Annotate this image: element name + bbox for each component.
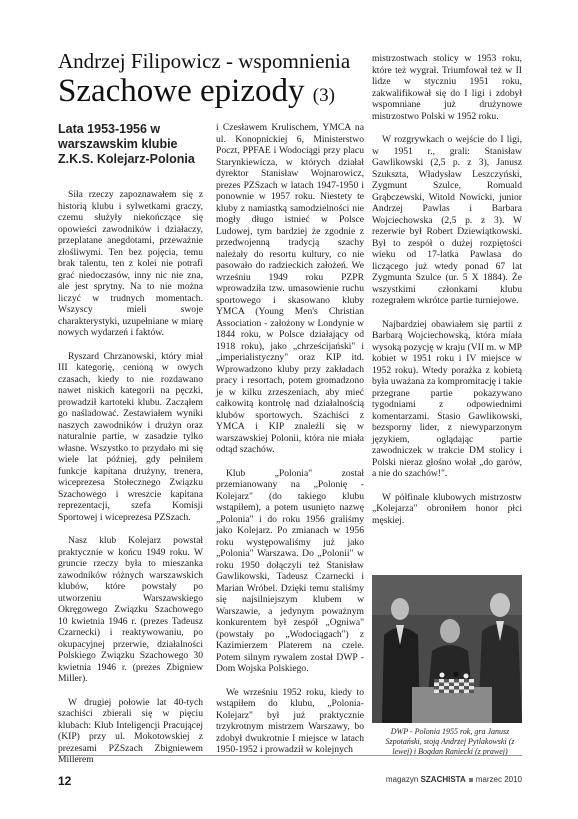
photo-illustration bbox=[372, 575, 522, 723]
column-1 bbox=[58, 122, 203, 778]
article-subtitle: Andrzej Filipowicz - wspomnienia bbox=[58, 49, 351, 73]
archival-photo bbox=[372, 575, 522, 723]
paragraph: We wrześniu 1952 roku, kiedy to wstąpiłem do klubu, „Polonia-Kolejarz" był już praktycznie trzykrotnym mistrzem Warszawy, bo zdobył dwukrotnie I miejsce w latach 1950-1952 i prowadził w kolejnych bbox=[216, 686, 364, 755]
paragraph: Nasz klub Kolejarz powstał praktycznie w końcu 1949 roku. W gruncie rzeczy była to mieszanka zawodników różnych warszawskich klubów, które powstały po utworzeniu Warszawskiego Okręgowego Związku Szachowego 10 kwietnia 1946 r. (prezes Tadeusz Czarnecki) i reaktywowaniu, po okupacyjnej przerwie, działalności Polskiego Związku Szachowego 30 kwietnia 1946 r. (prezes Zbigniew Miller). bbox=[58, 535, 203, 684]
paragraph: mistrzostwach stolicy w 1953 roku, które też wygrał. Triumfował też w II lidze w styczniu 1951 roku, zakwalifikował się do I ligi i zdobył wspomniane już drużynowe mistrzostwo Polski w 1952 roku. bbox=[372, 53, 522, 122]
chessboard-graphic bbox=[434, 672, 474, 694]
paragraph: Siła rzeczy zapoznawałem się z historią klubu i sylwetkami graczy, czemu służyły niekończące się opowieści zawodników i działaczy, przeplatane anegdotami, przeważnie złośliwymi. Ten bez pojęcia, temu brak talentu, ten z kolei nie potrafi grać niedoczasów, inny nic nie zna, ale jest sprytny. Na to nie można liczyć w trudnych momentach. Wszyscy mieli swoje charakterystyki, uzupełniane w miarę nowych wydarzeń i faktów. bbox=[58, 189, 203, 338]
article-title-text: Szachowe epizody bbox=[58, 73, 305, 109]
column-3 bbox=[372, 53, 522, 538]
footer-divider bbox=[58, 755, 522, 756]
magazine-prefix: magazyn bbox=[385, 775, 419, 784]
photo-caption: DWP - Polonia 1955 rok, gra Janusz Szpotański, stoją Andrzej Pytlakowski (z lewej) i Bogdan Raniecki (z prawej) bbox=[385, 727, 515, 756]
issue-date: marzec 2010 bbox=[475, 775, 522, 784]
magazine-name: SZACHISTA bbox=[420, 775, 466, 784]
paragraph: Najbardziej obawiałem się partii z Barbarą Wojciechowską, która miała wysoką pozycję w kraju (VII m. w MP kobiet w 1951 roku i IV miejsce w 1952 roku). Wtedy porażka z kobietą była uważana za kompromitację i takie przegrane partie pokazywano tygodniami z odpowiednimi komentarzami. Stasio Gawlikowski, bezsporny lider, z niewyparzonym językiem, oglądając partie zawodniczek w trakcie DM stolicy i Polski nieraz głośno wołał „do garów, a nie do szachów!". bbox=[372, 318, 522, 479]
separator-square-icon bbox=[469, 778, 473, 782]
magazine-footer bbox=[386, 775, 522, 784]
paragraph: i Czesławem Krulischem, YMCA na ul. Konopnickiej 6, Ministerstwo Poczt, PPFAE i Wodociągi przy placu Starynkiewicza, w których działał dyrektor Stanisław Wojnarowicz, prezes PZSzach w latach 1947-1950 i ponownie w 1957 roku. Niestety te kluby z namiastką samodzielności nie mogły długo istnieć w Polsce Ludowej, tym bardziej że zgodnie z przedwojenną tradycją szachy należały do resortu kultury, co nie pasowało do radzieckich założeń. We wrześniu 1949 roku PZPR wprowadziła tzw. umasowienie ruchu sportowego i skasowano kluby YMCA (Young Men's Christian Association - założony w Londynie w 1844 roku, w Polsce działający od 1918 roku), jako „chrześcijański" i „imperialistyczny" oraz KIP itd. Wprowadzono kluby przy zakładach pracy i resortach, potem gromadzono je w kilku zrzeszeniach, aby mieć całkowitą kontrolę nad działalnością klubów sportowych. Szachiści z YMCA i KIP znaleźli się w warszawskiej Polonii, która nie miała odtąd szachów. bbox=[216, 122, 364, 455]
paragraph: Klub „Polonia" został przemianowany na „Polonię - Kolejarz" (do takiego klubu wstąpiłem), a potem usunięto nazwę „Polonia" i do roku 1956 graliśmy jako Kolejarz. Po zmianach w 1956 roku występowaliśmy już jako „Polonia" Warszawa. Do „Polonii" w roku 1950 dołączyli też Stanisław Gawlikowski, Tadeusz Czarnecki i Marian Wróbel. Dzięki temu staliśmy się najsilniejszym klubem w Warszawie, a jedynym poważnym konkurentem był zespół „Ogniwa" (powstały po „Wodociągach") z Kazimierzem Platerem na czele. Potem silnym rywalem został DWP - Dom Wojska Polskiego. bbox=[216, 467, 364, 674]
article-header bbox=[58, 50, 358, 113]
paragraph: W półfinale klubowych mistrzostw „Kolejarza" obroniłem honor płci męskiej. bbox=[372, 491, 522, 526]
article-lead: Lata 1953-1956 w warszawskim klubie Z.K.S. Kolejarz-Polonia bbox=[58, 122, 195, 166]
article-part-number: (3) bbox=[312, 85, 335, 106]
article-title bbox=[58, 74, 358, 113]
paragraph: W drugiej połowie lat 40-tych szachiści zbierali się w pięciu klubach: Klub Inteligencji Pracującej (KIP) przy ul. Mokotowskiej z prezesami PZSzach Zbigniewem Millerem bbox=[58, 696, 203, 765]
paragraph: Ryszard Chrzanowski, który miał III kategorię, cenioną w owych czasach, kiedy to nie rozdawano nawet niskich kategorii na pęczki, prowadził kartoteki klubu. Zacząłem go naśladować. Zestawiałem wyniki naszych zawodników i drużyn oraz naturalnie partie, w zasadzie tylko własne. Wszystko to przydało mi się wiele lat później, gdy pełniłem funkcje kapitana drużyny, trenera, wiceprezesa Stołecznego Związku Szachowego i wreszcie kapitana reprezentacji, szefa Komisji Sportowej i wiceprezesa PZSzach. bbox=[58, 350, 203, 523]
column-2 bbox=[216, 122, 364, 768]
paragraph: W rozgrywkach o wejście do I ligi, w 1951 r., grali: Stanisław Gawlikowski (2,5 p. z 3), Janusz Szukszta, Władysław Leszczyński, Zygmunt Szulce, Romuald Grąbczewski, Witold Nowicki, junior Andrzej Pawlas i Barbara Wojciechowska (2,5 p. z 3). W rezerwie był Robert Dziewiątkowski. Był to zespół o dużej rozpiętości wieku od 17-latka Pawlasa do liczącego już wtedy ponad 67 lat Zygmunta Szulce (ur. 5 X 1884). Że wszystkimi członkami klubu rozegrałem wkrótce partie turniejowe. bbox=[372, 134, 522, 306]
page-number: 12 bbox=[58, 774, 72, 788]
